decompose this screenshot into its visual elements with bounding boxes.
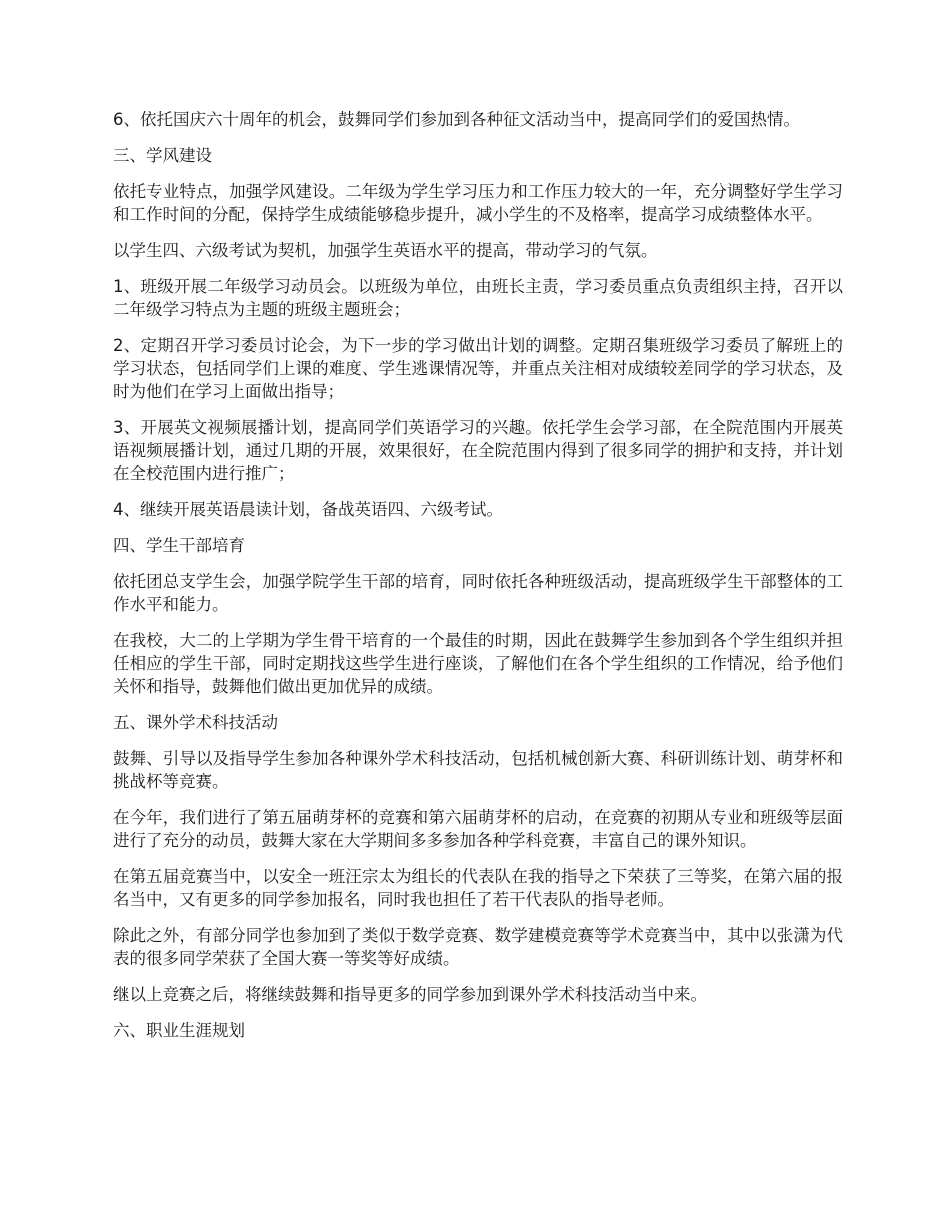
document-body (113, 108, 843, 1055)
paragraph-mengya-cup: 在今年，我们进行了第五届萌芽杯的竞赛和第六届萌芽杯的启动，在竞赛的初期从专业和班级等层面进行了充分的动员，鼓舞大家在大学期间多多参加各种学科竞赛，丰富自己的课外知识。 (113, 808, 843, 850)
paragraph-other-competitions: 除此之外，有部分同学也参加到了类似于数学竞赛、数学建模竞赛等学术竞赛当中，其中以张潇为代表的很多同学荣获了全国大赛一等奖等好成绩。 (113, 926, 843, 968)
paragraph-cadre-training-intro: 依托团总支学生会，加强学院学生干部的培育，同时依托各种班级活动，提高班级学生干部整体的工作水平和能力。 (113, 572, 843, 614)
section-heading-academic-activities: 五、课外学术科技活动 (113, 713, 278, 732)
paragraph-patriotic-essay: 6、依托国庆六十周年的机会，鼓舞同学们参加到各种征文活动当中，提高同学们的爱国热情。 (113, 110, 800, 129)
paragraph-english-exam: 以学生四、六级考试为契机，加强学生英语水平的提高，带动学习的气氛。 (113, 241, 658, 260)
list-item-study-mobilization: 1、班级开展二年级学习动员会。以班级为单位，由班长主责，学习委员重点负责组织主持，召开以二年级学习特点为主题的班级主题班会； (113, 277, 843, 319)
paragraph-cadre-training-detail: 在我校，大二的上学期为学生骨干培育的一个最佳的时期，因此在鼓舞学生参加到各个学生组织并担任相应的学生干部，同时定期找这些学生进行座谈，了解他们在各个学生组织的工作情况，给予他们关怀和指导，鼓舞他们做出更加优异的成绩。 (113, 631, 843, 696)
paragraph-study-style-intro: 依托专业特点，加强学风建设。二年级为学生学习压力和工作压力较大的一年，充分调整好学生学习和工作时间的分配，保持学生成绩能够稳步提升，减小学生的不及格率，提高学习成绩整体水平。 (113, 182, 843, 224)
paragraph-academic-activities-intro: 鼓舞、引导以及指导学生参加各种课外学术科技活动，包括机械创新大赛、科研训练计划、萌芽杯和挑战杯等竞赛。 (113, 749, 843, 791)
section-heading-career-planning: 六、职业生涯规划 (113, 1021, 245, 1040)
section-heading-cadre-training: 四、学生干部培育 (113, 536, 245, 555)
section-heading-study-style: 三、学风建设 (113, 146, 212, 165)
list-item-english-morning-reading: 4、继续开展英语晨读计划，备战英语四、六级考试。 (113, 500, 503, 519)
list-item-study-committee-meeting: 2、定期召开学习委员讨论会，为下一步的学习做出计划的调整。定期召集班级学习委员了解班上的学习状态，包括同学们上课的难度、学生逃课情况等，并重点关注相对成绩较差同学的学习状态，及时为他们在学习上面做出指导； (113, 336, 843, 401)
paragraph-continue-guidance: 继以上竞赛之后，将继续鼓舞和指导更多的同学参加到课外学术科技活动当中来。 (113, 985, 707, 1004)
paragraph-fifth-competition: 在第五届竞赛当中，以安全一班汪宗太为组长的代表队在我的指导之下荣获了三等奖，在第六届的报名当中，又有更多的同学参加报名，同时我也担任了若干代表队的指导老师。 (113, 867, 843, 909)
list-item-english-video-plan: 3、开展英文视频展播计划，提高同学们英语学习的兴趣。依托学生会学习部，在全院范围内开展英语视频展播计划，通过几期的开展，效果很好，在全院范围内得到了很多同学的拥护和支持，并计划在全校范围内进行推广； (113, 418, 843, 483)
